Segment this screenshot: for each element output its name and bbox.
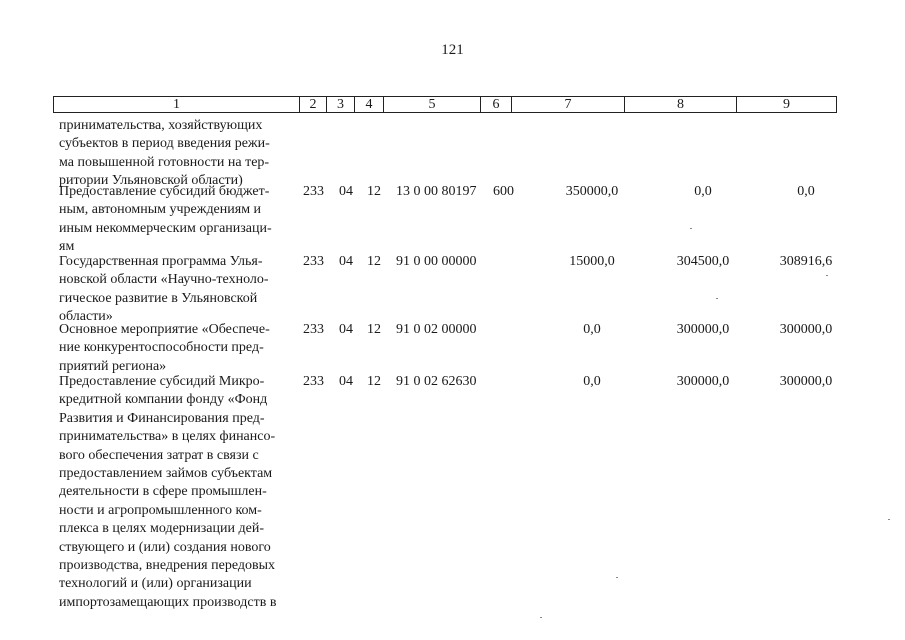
header-col-8: 8 xyxy=(624,97,736,112)
amount-col-8: 0,0 xyxy=(694,184,712,199)
description-line: плекса в целях модернизации дей- xyxy=(59,521,264,537)
description-line: деятельности в сфере промышлен- xyxy=(59,484,267,500)
amount-col-7: 0,0 xyxy=(583,322,601,337)
header-col-4: 4 xyxy=(354,97,383,112)
amount-col-7: 15000,0 xyxy=(569,254,615,269)
section-code: 04 xyxy=(339,374,353,389)
description-line: субъектов в период введения режи- xyxy=(59,136,270,152)
scan-speck xyxy=(690,228,692,229)
description-line: ствующего и (или) создания нового xyxy=(59,539,271,555)
description-line: ние конкурентоспособности пред- xyxy=(59,340,264,356)
ministry-code: 233 xyxy=(303,254,324,269)
description-line: вого обеспечения затрат в связи с xyxy=(59,447,259,463)
description-line: ности и агропромышленного ком- xyxy=(59,502,262,518)
description-line: кредитной компании фонду «Фонд xyxy=(59,392,268,408)
scan-speck xyxy=(540,617,542,618)
description-line: Предоставление субсидий Микро- xyxy=(59,374,265,389)
description-line: Государственная программа Улья- xyxy=(59,254,263,269)
target-item-code: 91 0 02 62630 xyxy=(396,374,477,389)
description-line: производства, внедрения передовых xyxy=(59,558,275,574)
scan-speck xyxy=(888,519,890,520)
amount-col-9: 300000,0 xyxy=(779,374,833,389)
ministry-code: 233 xyxy=(303,184,324,199)
subsection-code: 12 xyxy=(367,322,381,337)
row-description xyxy=(59,117,296,191)
row-description xyxy=(59,321,296,376)
row-description xyxy=(59,253,296,327)
header-col-7: 7 xyxy=(511,97,624,112)
description-line: области» xyxy=(59,309,113,325)
row-description xyxy=(59,373,296,612)
description-line: гическое развитие в Ульяновской xyxy=(59,290,258,306)
amount-col-8: 304500,0 xyxy=(676,254,730,269)
section-code: 04 xyxy=(339,322,353,337)
description-line: приятий региона» xyxy=(59,358,167,374)
target-item-code: 91 0 00 00000 xyxy=(396,254,477,269)
header-col-9: 9 xyxy=(736,97,836,112)
amount-col-7: 350000,0 xyxy=(565,184,619,199)
scan-speck xyxy=(826,275,828,276)
description-line: иным некоммерческим организаци- xyxy=(59,220,272,236)
scan-speck xyxy=(616,577,618,578)
amount-col-8: 300000,0 xyxy=(676,322,730,337)
description-line: ритории Ульяновской области) xyxy=(59,173,243,189)
description-line: импортозамещающих производств в xyxy=(59,594,277,610)
description-line: технологий и (или) организации xyxy=(59,576,252,592)
expense-type-code: 600 xyxy=(493,184,514,199)
description-line: Основное мероприятие «Обеспече- xyxy=(59,322,270,337)
amount-col-9: 0,0 xyxy=(797,184,815,199)
ministry-code: 233 xyxy=(303,374,324,389)
header-col-5: 5 xyxy=(383,97,480,112)
target-item-code: 13 0 00 80197 xyxy=(396,184,477,199)
subsection-code: 12 xyxy=(367,374,381,389)
description-line: новской области «Научно-техноло- xyxy=(59,272,269,288)
row-description xyxy=(59,183,296,257)
header-col-3: 3 xyxy=(326,97,354,112)
amount-col-8: 300000,0 xyxy=(676,374,730,389)
header-col-1: 1 xyxy=(173,97,180,112)
amount-col-7: 0,0 xyxy=(583,374,601,389)
amount-col-9: 300000,0 xyxy=(779,322,833,337)
header-col-2: 2 xyxy=(299,97,326,112)
amount-col-9: 308916,6 xyxy=(779,254,833,269)
header-col-6: 6 xyxy=(480,97,511,112)
ministry-code: 233 xyxy=(303,322,324,337)
description-line: ма повышенной готовности на тер- xyxy=(59,154,270,170)
section-code: 04 xyxy=(339,254,353,269)
description-line: Развития и Финансирования пред- xyxy=(59,410,265,426)
description-line: принимательства, хозяйствующих xyxy=(59,118,263,133)
description-line: ям xyxy=(59,239,75,255)
subsection-code: 12 xyxy=(367,254,381,269)
description-line: принимательства» в целях финансо- xyxy=(59,429,276,445)
page-number: 121 xyxy=(441,42,464,58)
description-line: ным, автономным учреждениям и xyxy=(59,202,262,218)
subsection-code: 12 xyxy=(367,184,381,199)
description-line: предоставлением займов субъектам xyxy=(59,466,273,482)
scan-speck xyxy=(716,298,718,299)
section-code: 04 xyxy=(339,184,353,199)
target-item-code: 91 0 02 00000 xyxy=(396,322,477,337)
description-line: Предоставление субсидий бюджет- xyxy=(59,184,270,199)
table-header xyxy=(53,96,837,113)
